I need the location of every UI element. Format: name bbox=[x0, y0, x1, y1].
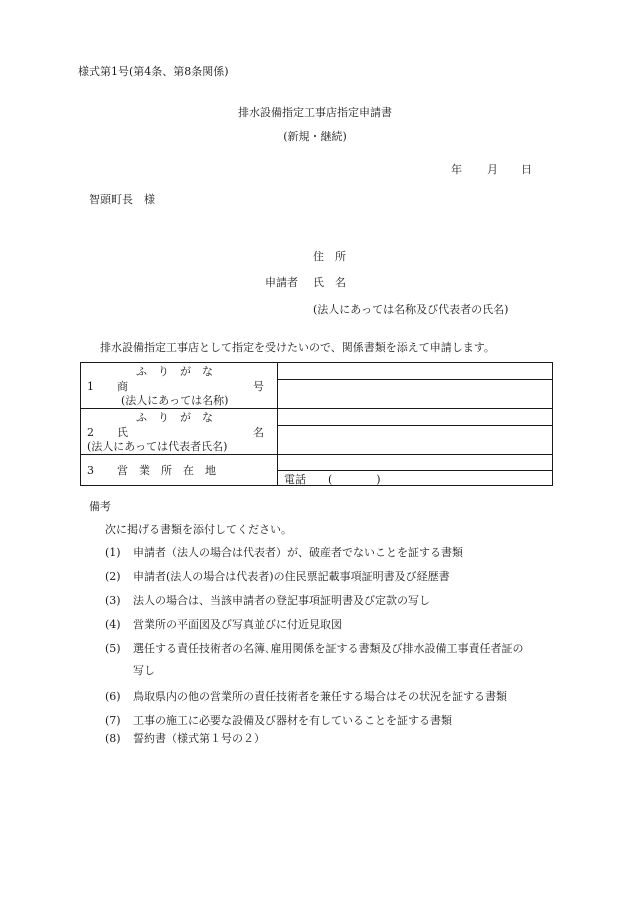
notes-lead: 次に掲げる書類を添付してください。 bbox=[105, 523, 292, 536]
notes-heading: 備考 bbox=[89, 500, 111, 513]
addressee: 智頭町長 様 bbox=[89, 193, 155, 206]
document-title: 排水設備指定工事店指定申請書 bbox=[238, 106, 392, 119]
representative-note: (法人にあっては代表者氏名) bbox=[87, 440, 228, 453]
address-label: 住 所 bbox=[313, 250, 346, 263]
trade-name-note: (法人にあっては名称) bbox=[121, 394, 229, 407]
note-text: 写し bbox=[133, 664, 155, 677]
trade-name-furigana-field[interactable] bbox=[278, 363, 553, 380]
note-text: 鳥取県内の他の営業所の責任技術者を兼任する場合はその状況を証する書類 bbox=[133, 690, 507, 703]
representative-furigana: ふ り が な bbox=[136, 411, 213, 424]
date-month-label: 月 bbox=[487, 163, 498, 176]
trade-name-label-a: 商 bbox=[117, 380, 128, 393]
office-location-label: 営 業 所 在 地 bbox=[117, 464, 216, 477]
row-number-2: 2 bbox=[87, 426, 94, 439]
row-number-3: 3 bbox=[87, 464, 94, 477]
corporate-note: (法人にあっては名称及び代表者の氏名) bbox=[313, 303, 509, 316]
note-number: (6) bbox=[105, 690, 121, 703]
trade-name-field[interactable] bbox=[278, 380, 553, 409]
note-text: 申請者(法人の場合は代表者)の住民票記載事項証明書及び経歴書 bbox=[133, 570, 450, 583]
representative-label-a: 氏 bbox=[117, 426, 128, 439]
date-day-label: 日 bbox=[521, 163, 532, 176]
office-location-label-cell bbox=[81, 455, 278, 486]
note-number: (2) bbox=[105, 570, 121, 583]
representative-label-b: 名 bbox=[253, 426, 264, 439]
row-number-1: 1 bbox=[87, 380, 94, 393]
note-text: 申請者（法人の場合は代表者）が、破産者でないことを証する書類 bbox=[133, 546, 463, 559]
representative-name-field[interactable] bbox=[278, 426, 553, 455]
note-number: (5) bbox=[105, 642, 121, 655]
representative-name-label-cell bbox=[81, 409, 278, 455]
name-label: 氏 名 bbox=[313, 276, 346, 289]
phone-field[interactable] bbox=[278, 471, 553, 486]
applicant-label: 申請者 bbox=[265, 276, 298, 289]
trade-name-furigana: ふ り が な bbox=[136, 365, 213, 378]
note-number: (3) bbox=[105, 594, 121, 607]
application-form-table bbox=[80, 362, 553, 486]
date-year-label: 年 bbox=[451, 163, 462, 176]
document-subtitle: (新規・継続) bbox=[283, 130, 347, 143]
representative-furigana-field[interactable] bbox=[278, 409, 553, 426]
trade-name-label-b: 号 bbox=[253, 380, 264, 393]
form-reference: 様式第1号(第4条、第8条関係) bbox=[78, 65, 229, 78]
note-number: (4) bbox=[105, 618, 121, 631]
note-text: 営業所の平面図及び写真並びに付近見取図 bbox=[133, 618, 342, 631]
note-text: 法人の場合は、当該申請者の登記事項証明書及び定款の写し bbox=[133, 594, 430, 607]
office-location-field[interactable] bbox=[278, 455, 553, 471]
note-number: (7) bbox=[105, 714, 121, 727]
intro-statement: 排水設備指定工事店として指定を受けたいので、関係書類を添えて申請します。 bbox=[100, 341, 495, 354]
note-text: 誓約書（様式第１号の２） bbox=[133, 732, 265, 745]
phone-label: 電話 ( ) bbox=[284, 473, 381, 486]
note-number: (1) bbox=[105, 546, 121, 559]
trade-name-label-cell bbox=[81, 363, 278, 409]
note-number: (8) bbox=[105, 732, 121, 745]
note-text: 選任する責任技術者の名簿､雇用関係を証する書類及び排水設備工事責任者証の bbox=[133, 642, 524, 655]
note-text: 工事の施工に必要な設備及び器材を有していることを証する書類 bbox=[133, 714, 452, 727]
